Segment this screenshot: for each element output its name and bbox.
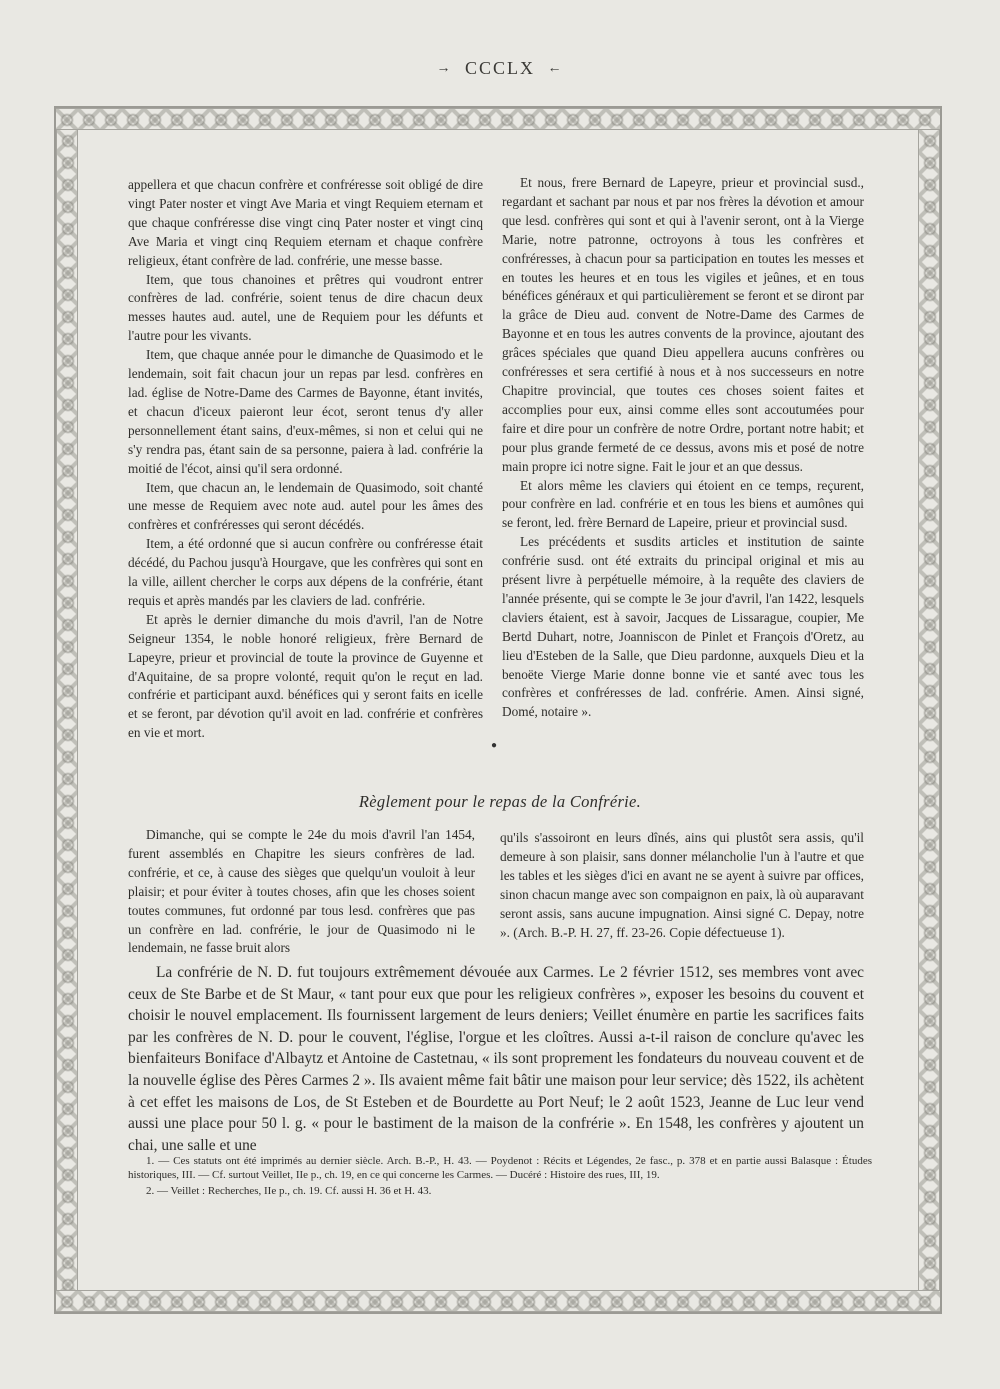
paragraph: La confrérie de N. D. fut toujours extrêmement dévouée aux Carmes. Le 2 février 1512, ses membres vont avec ceux de Ste Barbe et de St Maur, « tant pour eux que pour les religieux confrères », exposer les besoins du couvent et choisir le nouvel emplacement. Ils fournissent largement de leurs deniers; Veillet énumère en partie les sacrifices faits par les confrères de N. D. pour le couvent, l'église, l'orgue et les cloîtres. Aussi a-t-il raison de conclure qu'avec les bienfaiteurs Boniface d'Albaytz et Antoine de Castetnau, « ils sont proprement les fondateurs du nouveau couvent et de la nouvelle église des Pères Carmes 2 ». Ils avaient même fait bâtir une maison pour leur service; dès 1522, ils achètent à cet effet les maisons de Los, de St Esteben et de Bourdette au Port Neuf; le 2 août 1523, Jeanne de Luc leur vend aussi une place pour 50 l. g. « pour le bastiment de la maison de la confrérie ». En 1548, les confrères y ajoutent un chai, une salle et une [128,964,864,1154]
paragraph: Les précédents et susdits articles et institution de sainte confrérie susd. ont été extraits du principal original et mis au présent livre à perpétuelle mémoire, à la requête des claviers de l'année présente, qui se compte le 3e jour d'avril, l'an 1422, lesquels claviers étaient, est à savoir, Jacques de Lissarague, coupier, Me Bertd Duhart, notre, Joanniscon de Pinlet et François d'Oretz, au lieu d'Esteben de la Salle, que Dieu pardonne, auxquels Dieu et la benoëte Vierge Marie donne bonne vie et santé avec tous les confrères et confréresses de lad. confrérie. Amen. Ainsi signé, Domé, notaire ». [502,534,864,720]
border-right-ornament [918,130,940,1290]
section-right-column [500,829,864,942]
paragraph: Et nous, frere Bernard de Lapeyre, prieur et provincial susd., regardant et sachant par nous et par nos frères la dévotion et amour que lesd. confrères qui sont et qui à l'avenir seront, ont à la Vierge Marie, notre patronne, octroyons à tous les confrères et confréresses, à chacun pour sa participation en toutes les messes et en toutes les heures et en tous les vigiles et jeûnes, et en tous bénéfices généraux et qui particulièrement se feront et se diront par la grâce de Dieu aud. convent de Notre-Dame des Carmes de Bayonne et en tous les autres convents de la province, ajoutant des grâces spéciales que quand Dieu appellera aucuns confrères ou confréresses et sera certifié à nous et à nos successeurs en notre Chapitre provincial, que toutes ces choses soient faites et accomplies pour eux, ainsi comme elles sont accoutumées pour faire et dire pour un confrère de notre Ordre, portant notre habit; et pour plus grande fermeté de ce dessus, avons mis et posé de notre main propre ici notre signe. Fait le jour et an que dessus. [502,175,864,474]
paragraph: Dimanche, qui se compte le 24e du mois d'avril l'an 1454, furent assemblés en Chapitre les sieurs confrères de lad. confrérie, et ce, à cause des sièges que quelqu'un vouloit à leur plaisir; et pour éviter à toutes choses, afin que les choses soient toutes communes, fut ordonné par tous lesd. confrères que pas un confrère en lad. confrérie, le jour de Quasimodo ni le lendemain, ne fasse bruit alors [128,827,475,956]
paragraph: Et alors même les claviers qui étoient en ce temps, reçurent, pour confrère en lad. confrérie et en tous les biens et aumônes qui se feront, led. frère Bernard de Lapeire, prieur et provincial susd. [502,477,864,531]
page-number: CCCLX [464,58,535,78]
border-bottom-ornament [56,1290,940,1312]
paragraph: Item, que chaque année pour le dimanche de Quasimodo et le lendemain, soit fait chacun jour un repas par lesd. confrères en lad. église de Notre-Dame des Carmes de Bayonne, étant invités, et chacun d'iceux paieront leur écot, seront tenus d'y aller personnellement étant sains, d'eux-mêmes, si non et celui qui ne s'y rendra pas, étant sain de sa personne, paiera à lad. confrérie la moitié de l'écot, ainsi qu'il sera ordonné. [128,347,483,476]
left-column [128,176,483,743]
border-top-ornament [56,108,940,130]
arrow-right-ornament-icon: → [436,61,453,76]
arrow-left-ornament-icon: ← [547,61,564,76]
paragraph: Item, a été ordonné que si aucun confrère ou confréresse était décédé, du Pachou jusqu'à Hourgave, que les confrères qui sont en la ville, aillent chercher le corps aux dépens de la confrérie, étant requis et après mandés par les claviers de lad. confrérie. [128,536,483,608]
paragraph: Item, que tous chanoines et prêtres qui voudront entrer confrères de lad. confrérie, soient tenus de dire chacun deux messes hautes aud. autel, une de Requiem pour les défunts et l'autre pour les vivants. [128,271,483,344]
footnote: 2. — Veillet : Recherches, IIe p., ch. 19. Cf. aussi H. 36 et H. 43. [146,1185,432,1197]
section-title: Règlement pour le repas de la Confrérie. [358,792,642,811]
paragraph: Et après le dernier dimanche du mois d'avril, l'an de Notre Seigneur 1354, le noble honoré religieux, frère Bernard de Lapeyre, prieur et provincial de toute la province de Guyenne et d'Aquitaine, de sa propre volonté, requit qu'on le reçut en lad. confrérie et participant auxd. bénéfices qui y seront faits en icelle et se feront, par dévotion qu'il avoit en lad. confrérie et confrères en vie et mort. [128,611,483,741]
paragraph: Item, que chacun an, le lendemain de Quasimodo, soit chanté une messe de Requiem avec note aud. autel pour les âmes des confrères et confréresses qui seront décédés. [128,479,483,533]
margin-bullet-icon: ● [491,740,498,751]
section-left-column [128,826,475,958]
paragraph: appellera et que chacun confrère et confréresse soit obligé de dire vingt Pater noster et vingt Ave Maria et vingt Requiem eternam et que chaque confréresse dise vingt cinq Pater noster et vingt cinq Ave Maria et vingt cinq Requiem eternam et chaque confrère religieux, étant confrère de lad. confrérie, une messe basse. [128,177,483,268]
commentary-text [128,962,864,1156]
border-left-ornament [56,130,78,1290]
paragraph: qu'ils s'assoiront en leurs dînés, ains qui plustôt sera assis, qu'il demeure à son plaisir, sans donner mélancholie l'un à l'autre et que les tables et les sièges d'ici en avant ne se ayent à suivre par offices, sinon chacun mange avec son compaignon en paix, là où auparavant seront assis, sans aucune impugnation. Ainsi signé C. Depay, notre ». (Arch. B.-P. H. 27, ff. 23-26. Copie défectueuse 1). [500,830,864,940]
footnotes [128,1154,872,1200]
footnote: 1. — Ces statuts ont été imprimés au dernier siècle. Arch. B.-P., H. 43. — Poydenot : Récits et Légendes, 2e fasc., p. 378 et en partie aussi Balasque : Études historiques, III. — Cf. surtout Veillet, IIe p., ch. 19, en ce qui concerne les Carmes. — Ducéré : Histoire des rues, III, 19. [128,1155,872,1181]
right-column [502,174,864,722]
page-header [0,58,1000,79]
